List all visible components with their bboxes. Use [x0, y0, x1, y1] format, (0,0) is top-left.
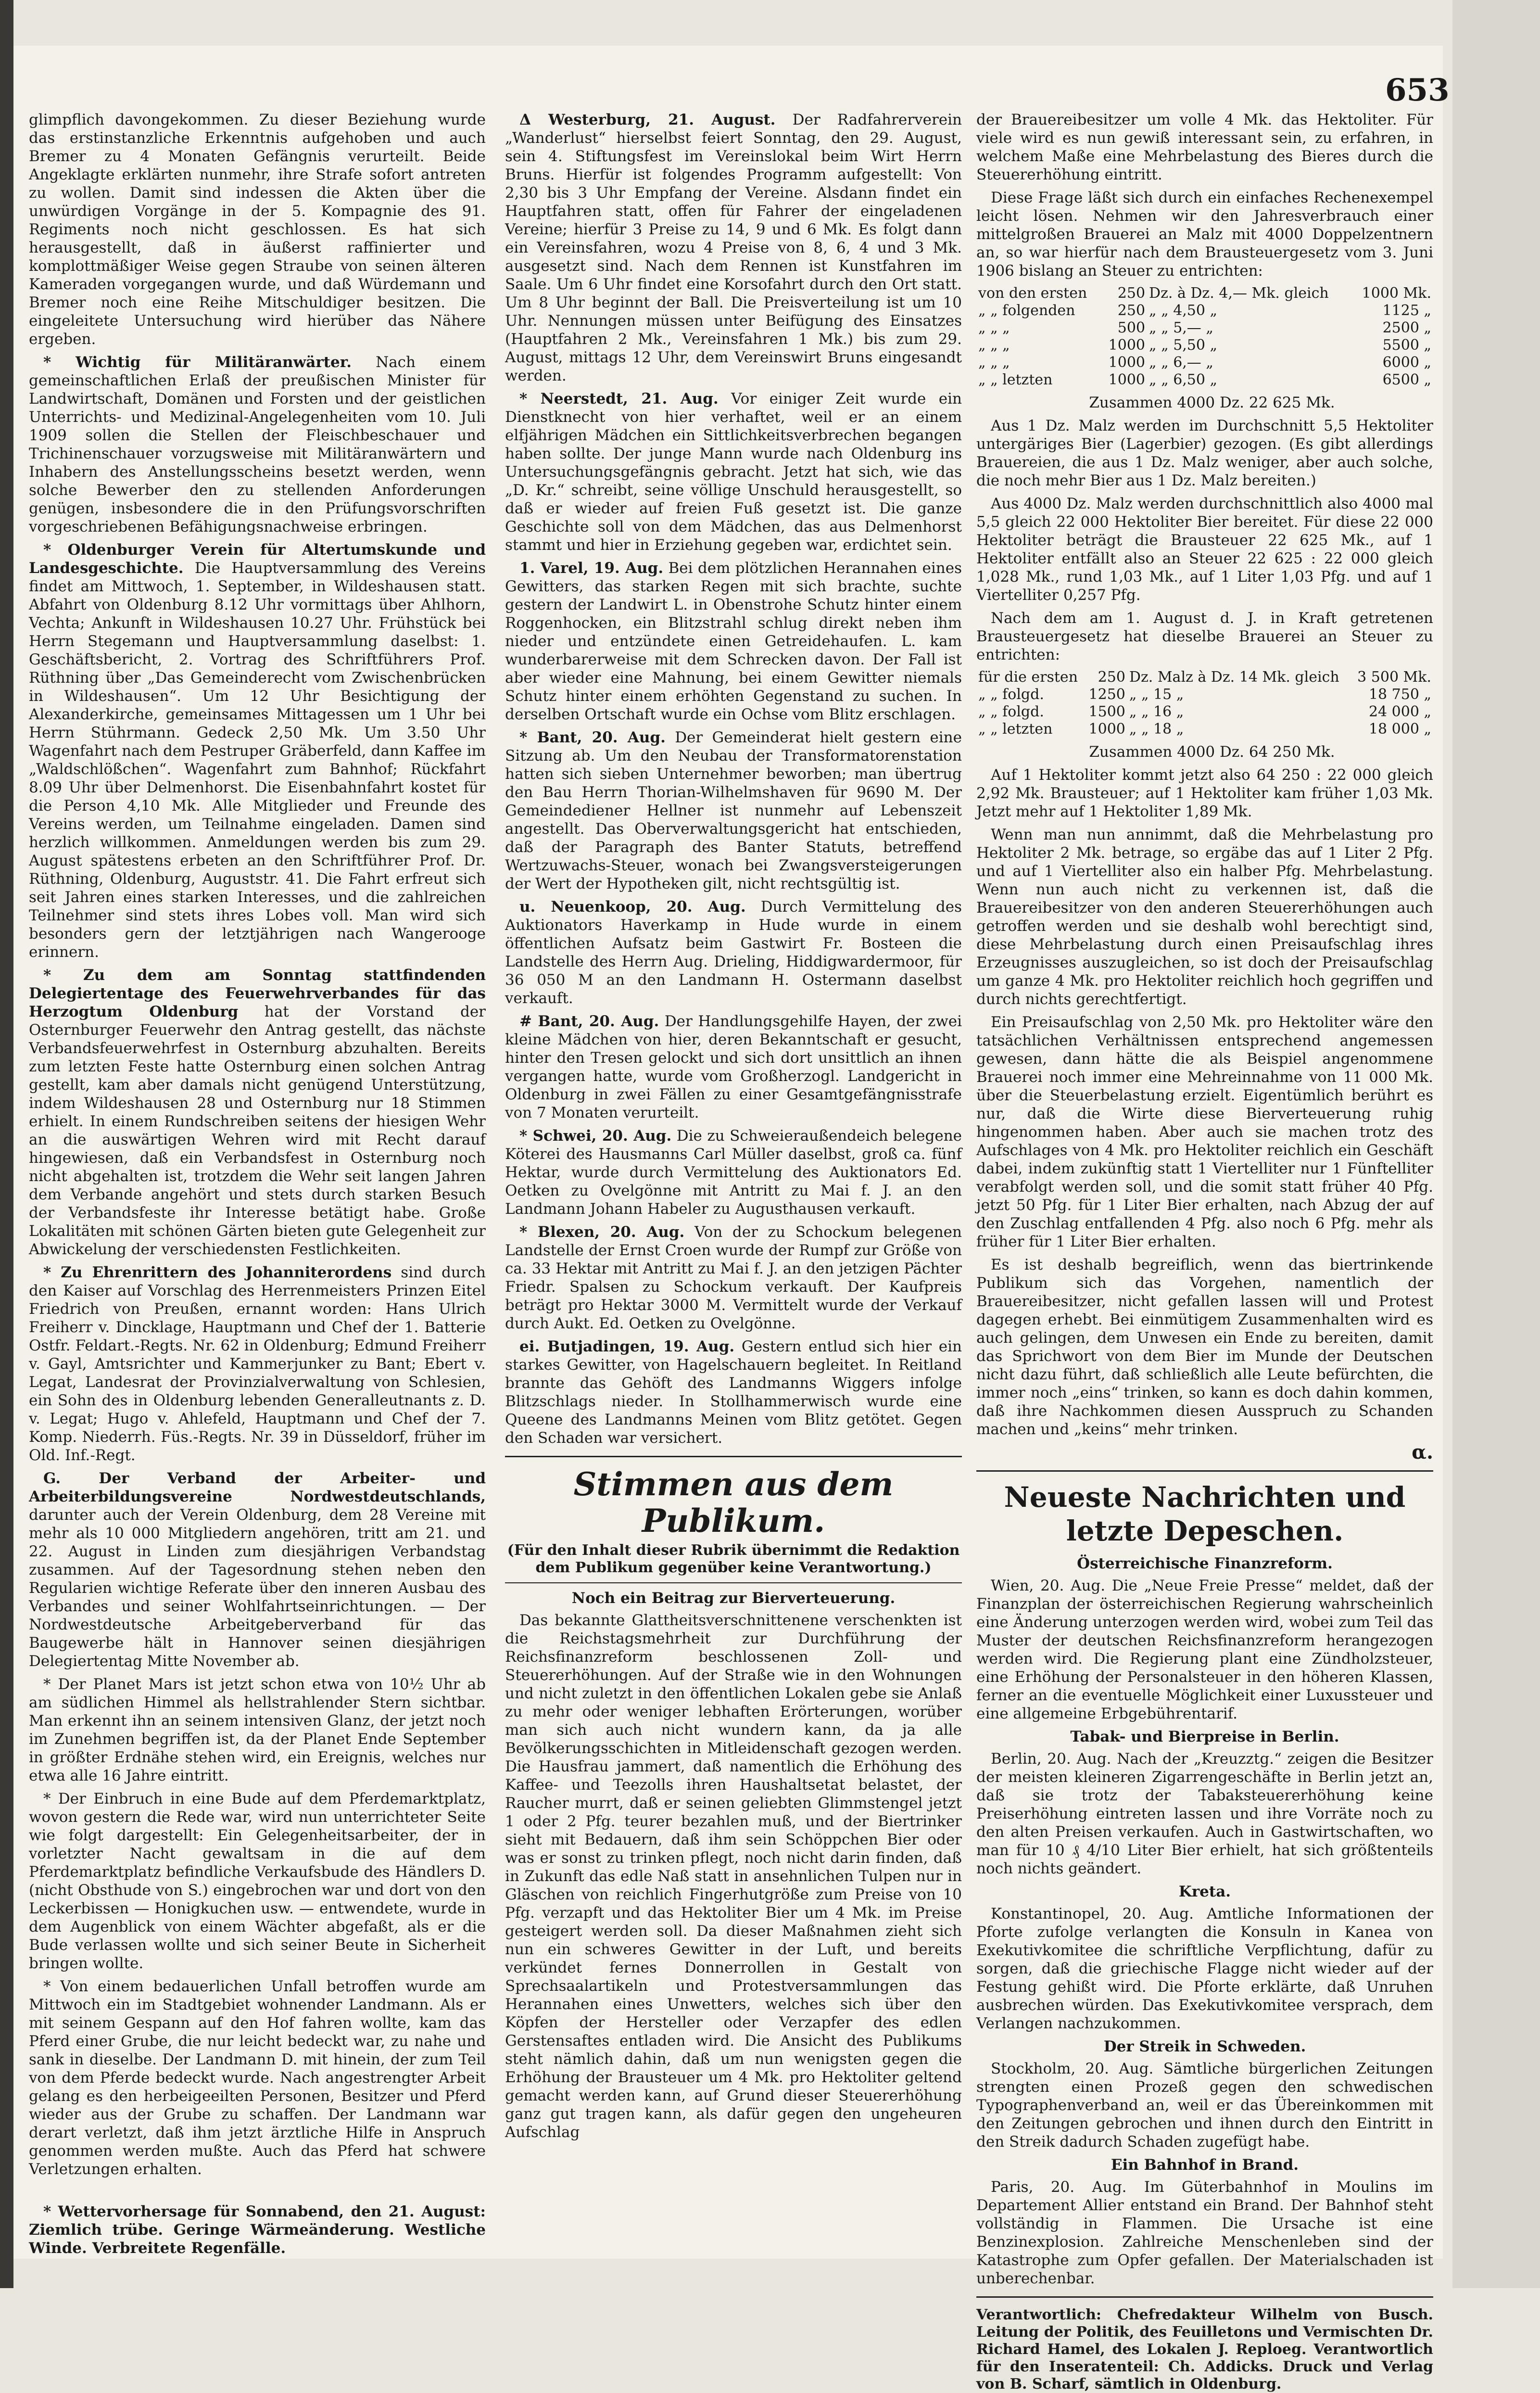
article-schwei: [505, 1127, 962, 1218]
news-paris: Paris, 20. Aug. Im Güterbahnhof in Moulins im Departement Allier entstand ein Brand. Der Bahnhof steht vollständig in Flammen. Die Ursache ist eine Benzinexplosion. Zahlreiche Menschenleben sind der Katastrophe zum Opfer gefallen. Der Materialschaden ist unberechenbar.: [976, 2178, 1433, 2287]
article-body: Nach einem gemeinschaftlichen Erlaß der preußischen Minister für Landwirtschaft, Domänen und Forsten und der geistlichen Unterrichts- und Medizinal-Angelegenheiten vom 10. Juli 1909 sollen die Stellen der Fleischbeschauer und Trichinenschauer vorzugsweise mit Militäranwärtern und Inhabern des Anstellungsscheins besetzt werden, wenn solche Bewerber den zu stellenden Anforderungen genügen, insbesondere die in den Prüfungsvorschriften vorgeschriebenen Befähigungsnachweise erbringen.: [29, 354, 486, 535]
table-cell-dz: 500: [1117, 319, 1146, 336]
article-bier-cont: der Brauereibesitzer um volle 4 Mk. das Hektoliter. Für viele wird es nun gewiß interessant sein, zu erfahren, in welchem Maße eine Mehrbelastung des Bieres durch die Steuererhöhung eintritt.: [976, 111, 1433, 183]
article-verstaendlich: Es ist deshalb begreiflich, wenn das biertrinkende Publikum sich das Vorgehen, namentlich der Brauereibesitzer, nicht gefallen lassen will und Protest dagegen erhebt. Bei einmütigem Zusammenhalten wird es auch gelingen, dem Unwesen ein Ende zu bereiten, damit das Sprichwort von dem Bier im Munde der Deutschen nicht dazu führt, daß schließlich alle Leute befürchten, die immer noch „eins“ trinken, so kann es doch dahin kommen, daß ihre Nachkommen diesen Ausspruch zu Schanden machen und „keins“ mehr trinken.: [976, 1256, 1433, 1438]
article-signature: α.: [1412, 1441, 1433, 1464]
table-cell-sum: 3 500 Mk.: [1357, 669, 1431, 686]
table-cell-sum: 18 750 „: [1368, 686, 1431, 703]
table-cell-dz: 250: [1117, 302, 1146, 319]
table-cell-rate: Dz. Malz à Dz. 14 Mk. gleich: [1129, 669, 1339, 686]
table-cell-rate: „ „ 6,50 „: [1149, 371, 1218, 388]
section-title-stimmen: Stimmen aus dem Publikum.: [573, 1465, 894, 1540]
news-wien: Wien, 20. Aug. Die „Neue Freie Presse“ meldet, daß der Finanzplan der österreichischen Regierung wahrscheinlich eine Änderung unterzogen werden wird, wobei zum Teil das Muster der deutschen Reichsfinanzreform herangezogen werden wird. Die Regierung plant eine Zündholzsteuer, eine Erhöhung der Personalsteuer in den höheren Klassen, ferner an die eventuelle Möglichkeit einer Luxussteuer und eine allgemeine Erbgebührentarif.: [976, 1577, 1433, 1722]
table-cell-label: „ „ folgd.: [978, 703, 1044, 720]
table-cell-dz: 250: [1098, 669, 1125, 686]
table-cell-rate: „ „ 15 „: [1129, 686, 1184, 703]
article-headline: 1. Varel, 19. Aug.: [519, 560, 664, 577]
table-cell-label: „ „ „: [978, 319, 1010, 336]
article-einbruch: * Der Einbruch in eine Bude auf dem Pferdemarktplatz, wovon gestern die Rede war, wird nun unterrichteter Seite wie folgt dargestellt: Ein Gelegenheitsarbeiter, der in vorletzter Nacht gewaltsam in die auf dem Pferdemarktplatz befindliche Verkaufsbude des Händlers D. (nicht Obsthude von S.) eingebrochen war und dort von den Leckerbissen — Honigkuchen usw. — entwendete, wurde in dem Augenblick von einem Wächter abgefaßt, als er die Bude verlassen wollte und sich seiner Beute in Sicherheit bringen wollte.: [29, 1790, 486, 1972]
table-cell-label: „ „ „: [978, 337, 1010, 354]
table-cell-label: „ „ letzten: [978, 721, 1053, 738]
article-body: Vor einiger Zeit wurde ein Dienstknecht von hier verhaftet, weil er an einem elfjährigen Mädchen ein Sittlichkeitsverbrechen begangen haben sollte. Der junge Mann wurde nach Oldenburg ins Untersuchungsgefängnis gebracht. Jetzt hat sich, wie das „D. Kr.“ schreibt, seine völlige Unschuld herausgestellt, so daß er wieder auf freien Fuß gesetzt ist. Die ganze Geschichte soll von dem Mädchen, das aus Delmenhorst stammt und hier in Erziehung gegeben war, erdichtet sein.: [505, 390, 962, 554]
table-cell-sum: 6000 „: [1382, 354, 1431, 371]
news-subhead-tabak: Tabak- und Bierpreise in Berlin.: [1070, 1728, 1339, 1745]
article-body: darunter auch der Verein Oldenburg, dem 28 Vereine mit mehr als 10 000 Mitgliedern angehören, tritt am 21. und 22. August in Linden zum diesjährigen Verbandstag zusammen. Auf der Tagesordnung stehen neben den Regularien wichtige Referate über den inneren Ausbau des Verbandes und seiner Wohlfahrtseinrichtungen. — Der Nordwestdeutsche Arbeitgeberverband für das Baugewerbe hält in Hannover seinen diesjährigen Delegiertentag Mitte November ab.: [29, 1506, 486, 1670]
table-cell-label: für die ersten: [978, 669, 1078, 686]
article-butjadingen: [505, 1337, 962, 1447]
section-title-news: Neueste Nachrichten und letzte Depeschen.: [1004, 1481, 1406, 1547]
steuer-table-alt: [976, 285, 1433, 389]
article-militaer: [29, 353, 486, 536]
article-intro: glimpflich davongekommen. Zu dieser Beziehung wurde das erstinstanzliche Erkenntnis aufgehoben und auch Bremer zu 4 Monaten Gefängnis verurteilt. Beide Angeklagte erklärten nunmehr, ihre Strafe sofort antreten zu wollen. Damit sind indessen die Akten über die unwürdigen Vorgänge in der 5. Kompagnie des 91. Regiments noch nicht geschlossen. Es hat sich herausgestellt, daß in äußerst raffinierter und komplottmäßiger Weise gegen Straube von seinen älteren Kameraden vorgegangen wurde, und daß Würdemann und Bremer noch eine Reihe Mitschuldiger besitzen. Die eingeleitete Untersuchung wird hierüber das Nähere ergeben.: [29, 111, 486, 348]
steuer-table-neu-sum: Zusammen 4000 Dz. 64 250 Mk.: [1089, 743, 1335, 761]
table-row: [976, 686, 1433, 703]
article-neuenkoop: [505, 898, 962, 1007]
article-body: Gestern entlud sich hier ein starkes Gewitter, von Hagelschauern begleitet. In Reitland brannte das Gehöft des Landmanns Wiggers infolge Blitzschlags nieder. In Stollhammerwisch wurde eine Queene des Landmanns Meinen vom Blitz getötet. Gegen den Schaden war versichert.: [505, 1338, 962, 1447]
article-body: Der Gemeinderat hielt gestern eine Sitzung ab. Um den Neubau der Transformatorenstation hatten sich sieben Unternehmer beworben; man übertrug den Bau Herrn Thorian-Wilhelmshaven für 9690 M. Der Gemeindediener Hellner ist nunmehr auf Lebenszeit angestellt. Das Oberverwaltungsgericht hat entschieden, daß der Paragraph des Banter Statuts, betreffend Wertzuwachs-Steuer, wonach bei Zwangsversteigerungen der Wert der Hypotheken gilt, nicht rechtsgültig ist.: [505, 729, 962, 892]
table-cell-dz: 1000: [1108, 337, 1146, 354]
table-cell-sum: 5500 „: [1382, 337, 1431, 354]
news-berlin: Berlin, 20. Aug. Nach der „Kreuzztg.“ zeigen die Besitzer der meisten kleineren Zigarrengeschäfte in Berlin jetzt an, daß sie trotz der Tabaksteuererhöhung keine Preiserhöhung eintreten lassen und ihre Vorräte noch zu den alten Preisen verkaufen. Auch in Gastwirtschaften, wo man für 10 ₰ 4/10 Liter Bier erhielt, hat sich größtenteils noch nichts geändert.: [976, 1750, 1433, 1877]
table-cell-sum: 2500 „: [1382, 319, 1431, 336]
table-cell-dz: 1000: [1108, 371, 1146, 388]
table-cell-label: „ „ folgenden: [978, 302, 1075, 319]
article-rechnung: Auf 1 Hektoliter kommt jetzt also 64 250 : 22 000 gleich 2,92 Mk. Brausteuer; auf 1 Hektoliter kam früher 1,03 Mk. Jetzt mehr auf 1 Hektoliter 1,89 Mk.: [976, 766, 1433, 820]
table-row: [976, 669, 1433, 686]
article-body: Der Handlungsgehilfe Hayen, der zwei kleine Mädchen von hier, deren Bekanntschaft er gesucht, hinter den Tresen gelockt und sich dort unsittlich an ihnen vergangen hatte, wurde vom Großherzogl. Landgericht in Oldenburg in zwei Fällen zu einer Gesamtgefängnisstrafe von 7 Monaten verurteilt.: [505, 1013, 962, 1121]
table-cell-sum: 1000 Mk.: [1362, 285, 1431, 302]
table-cell-rate: „ „ 16 „: [1129, 703, 1184, 720]
article-body: Ziemlich trübe. Geringe Wärmeänderung. Westliche Winde. Verbreitete Regenfälle.: [29, 2221, 486, 2257]
article-bier: Das bekannte Glattheitsverschnittenene verschenkten ist die Reichstagsmehrheit zur Durchführung der Reichsfinanzreform beschlossenen Zoll- und Steuererhöhungen. Auf der Straße wie in den Wohnungen und nicht zuletzt in den öffentlichen Lokalen gebe sie Anlaß zu mehr oder weniger lebhaften Erörterungen, worüber man sich auch nicht wundern kann, da ja alle Bevölkerungsschichten in Mitleidenschaft gezogen werden. Die Hausfrau jammert, daß namentlich die Erhöhung des Kaffee- und Teezolls ihren Haushaltsetat belastet, der Raucher murrt, daß er seinen geliebten Glimmstengel jetzt 1 oder 2 Pfg. teurer bezahlen muß, und der Biertrinker sieht mit Bedauern, daß ihm sein Schöppchen Bier oder was er sonst zu trinken pflegt, noch nicht darin finden, daß in Zukunft das edle Naß statt in ansehnlichen Tulpen nur in Gläschen von reichlich Fingerhutgröße zum Preise von 10 Pfg. verzapft und das Hektoliter Bier um 4 Mk. im Preise gesteigert werden soll. Da dieser Maßnahmen zieht sich nun ein schweres Gewitter in der Luft, und bereits verkündet fernes Donnerrollen in Gestalt von Sprechsaalartikeln und Protestversammlungen das Herannahen eines Unwetters, welches sich über den Köpfen der Hersteller oder Verzapfer des edlen Gerstensaftes entladen wird. Die Ansicht des Publikums steht nämlich dahin, daß um nun wenigsten gegen die Erhöhung der Brausteuer um 4 Mk. pro Hektoliter geltend gemacht werden kann, auf Grund dieser Steuererhöhung ganz gut tragen kann, als dafür gegen den ungeheuren Aufschlag: [505, 1612, 962, 2141]
table-cell-dz: 1000: [1088, 721, 1125, 738]
table-cell-label: „ „ letzten: [978, 371, 1053, 388]
article-wetter: [29, 2202, 486, 2257]
imprint: [976, 2306, 1433, 2393]
section-divider: [976, 2296, 1433, 2298]
table-cell-sum: 1125 „: [1382, 302, 1431, 319]
spacer: [29, 2183, 486, 2202]
scan-left-margin: [0, 0, 13, 2288]
article-bant-2: [505, 1012, 962, 1122]
page-number: 653: [1385, 72, 1450, 108]
article-headline: * Bant, 20. Aug.: [519, 729, 666, 746]
table-cell-sum: 24 000 „: [1368, 703, 1431, 720]
table-cell-dz: 1000: [1108, 354, 1146, 371]
column-2: [505, 111, 962, 2252]
table-cell-rate: „ „ 18 „: [1129, 721, 1184, 738]
section-divider: [505, 1582, 962, 1583]
table-row: [976, 319, 1433, 337]
article-body: Die zu Schweieraußendeich belegene Köterei des Hausmanns Carl Müller daselbst, groß ca. fünf Hektar, wurde durch Vermittelung des Auktionators Ed. Oetken zu Ovelgönne mit Antritt zu Mai f. J. an den Landmann Johann Habeler zu Augusthausen verkauft.: [505, 1127, 962, 1218]
imprint-text: Verantwortlich: Chefredakteur Wilhelm von Busch. Leitung der Politik, des Feuilletons und Vermischten Dr. Richard Hamel, des Lokalen J. Reploeg. Verantwortlich für den Inseratenteil: Ch. Addicks. Druck und Verlag von B. Scharf, sämtlich in Oldenburg.: [976, 2306, 1433, 2393]
article-headline: * Zu dem am Sonntag stattfindenden Delegiertentage des Feuerwehrverbandes für das Herzogtum Oldenburg: [29, 967, 486, 1020]
article-headline: * Zu Ehrenrittern des Johanniterordens: [43, 1264, 392, 1281]
table-cell-rate: Dz. à Dz. 4,— Mk. gleich: [1149, 285, 1329, 302]
steuer-table-alt-sum: Zusammen 4000 Dz. 22 625 Mk.: [1089, 394, 1335, 411]
article-headline: * Wichtig für Militäranwärter.: [43, 354, 352, 371]
table-row: [976, 302, 1433, 319]
steuer-table-neu: [976, 669, 1433, 738]
article-ehrenritter: [29, 1263, 486, 1464]
table-cell-dz: 250: [1117, 285, 1146, 302]
table-row: [976, 371, 1433, 389]
table-cell-dz: 1500: [1088, 703, 1125, 720]
column-1: [29, 111, 486, 2257]
section-divider: [505, 1456, 962, 1457]
news-konstantinopel: Konstantinopel, 20. Aug. Amtliche Informationen der Pforte zufolge verlangten die Konsuln in Kanea von Exekutivkomitee die schriftliche Verpflichtung, dafür zu sorgen, daß die griechische Flagge nicht wieder auf der Festung gehißt wird. Die Pforte erklärte, daß Unruhen ausbrechen würden. Das Exekutivkomitee versprach, dem Verlangen nachzukommen.: [976, 1905, 1433, 2032]
article-unfall: * Von einem bedauerlichen Unfall betroffen wurde am Mittwoch ein im Stadtgebiet wohnender Landmann. Als er mit seinem Gespann auf den Hof fahren wollte, kam das Pferd einer Grube, die nur leicht bedeckt war, zu nahe und sank in dieselbe. Der Landmann D. mit hinein, der zum Teil von dem Pferde bedeckt wurde. Nach angestrengter Arbeit gelang es den herbeigeeilten Personen, Besitzer und Pferd wieder aus der Grube zu schaffen. Der Landmann war derart verletzt, daß ihm jetzt ärztliche Hilfe in Anspruch genommen werden mußte. Auch das Pferd hat schwere Verletzungen erhalten.: [29, 1978, 486, 2178]
article-headline: * Blexen, 20. Aug.: [519, 1223, 685, 1241]
article-headline-bier: Noch ein Beitrag zur Bierverteuerung.: [571, 1590, 896, 1607]
article-body: Der Radfahrerverein „Wanderlust“ hierselbst feiert Sonntag, den 29. August, sein 4. Stiftungsfest im Vereinslokal beim Wirt Herrn Bruns. Hierfür ist folgendes Programm aufgestellt: Von 2,30 bis 3 Uhr Empfang der Vereine. Alsdann findet ein Hauptfahren statt, offen für Fahrer der eingeladenen Vereine; hierfür 3 Preise zu 14, 9 und 6 Mk. Es folgt dann ein Vereinsfahren, wozu 4 Preise von 8, 6, 4 und 3 Mk. ausgesetzt sind. Nach dem Rennen ist Kunstfahren im Saale. Um 6 Uhr findet eine Korsofahrt durch den Ort statt. Um 8 Uhr beginnt der Ball. Die Preisverteilung ist um 10 Uhr. Nennungen müssen unter Beifügung des Einsatzes (Hauptfahren 2 Mk., Vereinsfahren 1 Mk.) bis zum 29. August, mittags 12 Uhr, dem Vereinswirt Bruns eingesandt werden.: [505, 111, 962, 384]
table-cell-rate: „ „ 6,— „: [1149, 354, 1213, 371]
table-row: [976, 703, 1433, 721]
table-cell-label: „ „ „: [978, 354, 1010, 371]
article-malz-2: Aus 4000 Dz. Malz werden durchschnittlich also 4000 mal 5,5 gleich 22 000 Hektoliter Bier bereitet. Für diese 22 000 Hektoliter beträgt die Brausteuer 22 625 Mk., auf 1 Hektoliter entfällt also an Steuer 22 625 : 22 000 gleich 1,028 Mk., rund 1,03 Mk., auf 1 Liter 1,03 Pfg. und auf 1 Viertelliter 0,257 Pfg.: [976, 495, 1433, 604]
article-schluss: Wenn man nun annimmt, daß die Mehrbelastung pro Hektoliter 2 Mk. betrage, so ergäbe das auf 1 Liter 2 Pfg. und auf 1 Viertelliter also ein halber Pfg. Mehrbelastung. Wenn nun auch nicht zu verkennen ist, daß die Brauereibesitzer von den anderen Steuererhöhungen auch getroffen werden und sie deshalb wohl berechtigt sind, diese Mehrbelastung durch einen Preisaufschlag ihres Erzeugnisses auszugleichen, so ist doch der Preisaufschlag um ganze 4 Mk. pro Hektoliter reichlich hoch gegriffen und durch nichts gerechtfertigt.: [976, 826, 1433, 1008]
article-body: Die Hauptversammlung des Vereins findet am Mittwoch, 1. September, in Wildeshausen statt. Abfahrt von Oldenburg 8.12 Uhr vormittags über Ahlhorn, Vechta; Ankunft in Wildeshausen 10.27 Uhr. Frühstück bei Herrn Stegemann und Hauptversammlung daselbst: 1. Geschäftsbericht, 2. Vortrag des Schriftführers Prof. Rüthning über „Das Gemeinderecht vom Zwischenbrücken in Wildeshausen“. Um 12 Uhr Besichtigung der Alexanderkirche, gemeinsames Mittagessen um 1 Uhr bei Herrn Stührmann. Gedeck 2,50 Mk. Um 3.50 Uhr Wagenfahrt nach dem Pestruper Gräberfeld, dann Kaffee im „Waldschlößchen“. Wagenfahrt zum Bahnhof; Rückfahrt 8.09 Uhr über Delmenhorst. Die Eisenbahnfahrt kostet für die Person 4,10 Mk. Alle Mitglieder und Freunde des Vereins werden, um Teilnahme eingeladen. Damen sind herzlich willkommen. Anmeldungen werden bis zum 29. August spätestens erbeten an den Schriftführer Prof. Dr. Rüthning, Oldenburg, Auguststr. 41. Die Fahrt erfreut sich seit Jahren eines starken Interesses, und die zahlreichen Teilnehmer sind stets ihres Lobes voll. Man wird sich besonders gern der letztjährigen nach Wangerooge erinnern.: [29, 560, 486, 961]
section-disclaimer: (Für den Inhalt dieser Rubrik übernimmt die Redaktion dem Publikum gegenüber keine Verantwortung.): [507, 1542, 960, 1576]
article-blexen: [505, 1223, 962, 1333]
table-cell-sum: 6500 „: [1382, 371, 1431, 388]
table-cell-label: von den ersten: [978, 285, 1087, 302]
article-verband: [29, 1469, 486, 1670]
article-headline: G. Der Verband der Arbeiter- und Arbeiterbildungsvereine Nordwestdeutschlands,: [29, 1470, 486, 1505]
article-body: sind durch den Kaiser auf Vorschlag des Herrenmeisters Prinzen Eitel Friedrich von Preußen, ernannt worden: Hans Ulrich Freiherr v. Dincklage, Hauptmann und Chef der 1. Batterie Ostfr. Feldart.-Regts. Nr. 62 in Oldenburg; Edmund Freiherr v. Gayl, Amtsrichter und Kammerjunker zu Bant; Ebert v. Legat, Landesrat der Provinzialverwaltung von Schlesien, ein Sohn des in Oldenburg lebenden Generalleutnants z. D. v. Legat; Hugo v. Ahlefeld, Hauptmann und Chef der 7. Komp. Niederrh. Füs.-Regts. Nr. 39 in Düsseldorf, früher im Old. Inf.-Regt.: [29, 1264, 486, 1464]
article-malz: Aus 1 Dz. Malz werden im Durchschnitt 5,5 Hektoliter untergäriges Bier (Lagerbier) gezogen. (Es gibt allerdings Brauereien, die aus 1 Dz. Malz weniger, aber auch solche, die noch mehr Bier aus 1 Dz. Malz bereiten.): [976, 417, 1433, 489]
news-subhead-oesterreich: Österreichische Finanzreform.: [1077, 1555, 1333, 1572]
news-subhead-bahnhof: Ein Bahnhof in Brand.: [1111, 2156, 1299, 2174]
article-headline: # Bant, 20. Aug.: [519, 1013, 659, 1030]
article-body: Bei dem plötzlichen Herannahen eines Gewitters, das starken Regen mit sich brachte, suchte gestern der Landwirt L. in Obenstrohe Schutz hinter einem Roggenhocken, ein Blitzstrahl schlug direkt neben ihm nieder und entzündete einen Getreidehaufen. L. kam wunderbarerweise mit dem Schrecken davon. Der Fall ist aber wieder eine Mahnung, bei einem Gewitter niemals Schutz hinter einem erhöhten Gegenstand zu suchen. In derselben Ortschaft wurde ein Ochse vom Blitz erschlagen.: [505, 560, 962, 723]
article-headline: * Neerstedt, 21. Aug.: [519, 390, 719, 407]
article-headline: * Wettervorhersage für Sonnabend, den 21. August:: [43, 2203, 486, 2220]
news-subhead-kreta: Kreta.: [1178, 1883, 1231, 1900]
news-stockholm: Stockholm, 20. Aug. Sämtliche bürgerlichen Zeitungen strengten einen Prozeß gegen den schwedischen Typographenverband an, weil er das Übereinkommen mit den Zeitungen gebrochen und ihnen durch den Eintritt in den Streik dadurch Schaden zugefügt habe.: [976, 2060, 1433, 2151]
table-cell-rate: „ „ 5,50 „: [1149, 337, 1218, 354]
article-feuerwehr: [29, 966, 486, 1259]
article-frage: Diese Frage läßt sich durch ein einfaches Rechenexempel leicht lösen. Nehmen wir den Jahresverbrauch einer mittelgroßen Brauerei an Malz mit 4000 Doppelzentnern an, so war hierfür nach dem Brausteuergesetz vom 3. Juni 1906 bislang an Steuer zu entrichten:: [976, 189, 1433, 280]
table-cell-dz: 1250: [1088, 686, 1125, 703]
table-row: [976, 721, 1433, 738]
article-altertum: [29, 541, 486, 961]
scan-right-margin: [1452, 0, 1540, 2288]
article-preis: Ein Preisaufschlag von 2,50 Mk. pro Hektoliter wäre den tatsächlichen Verhältnissen entsprechend angemessen gewesen, dann hätte die als Beispiel angenommene Brauerei noch immer eine Mehreinnahme von 11 000 Mk. über die Steuerbelastung erzielt. Eigentümlich berührt es nur, daß die Wirte diese Bierverteuerung ruhig hingenommen haben. Aber auch sie machen trotz des Aufschlages von 4 Mk. pro Hektoliter reichlich ein Geschäft dabei, indem zukünftig statt 1 Viertelliter nur 1 Fünftelliter verabfolgt werden soll, und die somit statt früher 40 Pfg. jetzt 50 Pfg. für 1 Liter Bier erhalten, nach Abzug der auf den Zuschlag entfallenden 4 Pfg. also noch 6 Pfg. mehr als früher für 1 Liter Bier erhalten.: [976, 1014, 1433, 1250]
article-body: Von der zu Schockum belegenen Landstelle der Ernst Croen wurde der Rumpf zur Größe von ca. 33 Hektar mit Antritt zu Mai f. J. an den jetzigen Pächter Friedr. Spalsen zu Schockum verkauft. Der Kaufpreis beträgt pro Hektar 3000 M. Vermittelt wurde der Verkauf durch Aukt. Ed. Oetken zu Ovelgönne.: [505, 1223, 962, 1332]
article-bant: [505, 728, 962, 893]
column-3: [976, 111, 1433, 2393]
article-body: hat der Vorstand der Osternburger Feuerwehr den Antrag gestellt, das nächste Verbandsfeuerwehrfest in Osternburg abzuhalten. Bereits zum letzten Feste hatte Osternburg einen solchen Antrag gestellt, kam aber damals nicht genügend Unterstützung, indem Wildeshausen 28 und Osternburg nur 18 Stimmen erhielt. In einem Rundschreiben seitens der hiesigen Wehr an die auswärtigen Wehren wird mit Recht darauf hingewiesen, daß ein Verbandsfest in Osternburg noch nicht abgehalten ist, trotzdem die Wehr seit langen Jahren dem Verbande angehört und stets durch starken Besuch der Verbandsfeste ihr Interesse betätigt habe. Große Lokalitäten mit schönen Gärten bieten gute Gelegenheit zur Abwickelung der verschiedensten Festlichkeiten.: [29, 1003, 486, 1258]
article-headline: Δ Westerburg, 21. August.: [519, 111, 776, 128]
article-headline: ei. Butjadingen, 19. Aug.: [519, 1338, 735, 1355]
article-mars: * Der Planet Mars ist jetzt schon etwa von 10½ Uhr ab am südlichen Himmel als hellstrahlender Stern sichtbar. Man erkennt ihn an seinem intensiven Glanz, der jetzt noch im Zunehmen begriffen ist, da der Planet Ende September in größter Erdnähe stehen wird, ein Ereignis, welches nur etwa alle 16 Jahre eintritt.: [29, 1676, 486, 1784]
article-body: Durch Vermittelung des Auktionators Haverkamp in Hude wurde in einem öffentlichen Aufsatz beim Gastwirt Fr. Bosteen die Landstelle des Herrn Aug. Drieling, Hiddigwardermoor, für 36 050 M an den Landmann H. Ostermann daselbst verkauft.: [505, 898, 962, 1007]
article-neerstedt: [505, 390, 962, 554]
table-cell-rate: „ „ 5,— „: [1149, 319, 1213, 336]
article-neu: Nach dem am 1. August d. J. in Kraft getretenen Brausteuergesetz hat dieselbe Brauerei an Steuer zu entrichten:: [976, 610, 1433, 663]
table-cell-rate: „ „ 4,50 „: [1149, 302, 1218, 319]
article-varel: [505, 559, 962, 724]
article-headline: * Oldenburger Verein für Altertumskunde und Landesgeschichte.: [29, 541, 486, 577]
news-subhead-streik: Der Streik in Schweden.: [1103, 2038, 1306, 2055]
table-cell-label: „ „ folgd.: [978, 686, 1044, 703]
table-row: [976, 285, 1433, 302]
table-row: [976, 354, 1433, 371]
table-row: [976, 337, 1433, 354]
article-westerburg: [505, 111, 962, 385]
article-headline: u. Neuenkoop, 20. Aug.: [519, 898, 746, 916]
section-divider: [976, 1470, 1433, 1472]
article-headline: * Schwei, 20. Aug.: [519, 1127, 672, 1145]
table-cell-sum: 18 000 „: [1368, 721, 1431, 738]
